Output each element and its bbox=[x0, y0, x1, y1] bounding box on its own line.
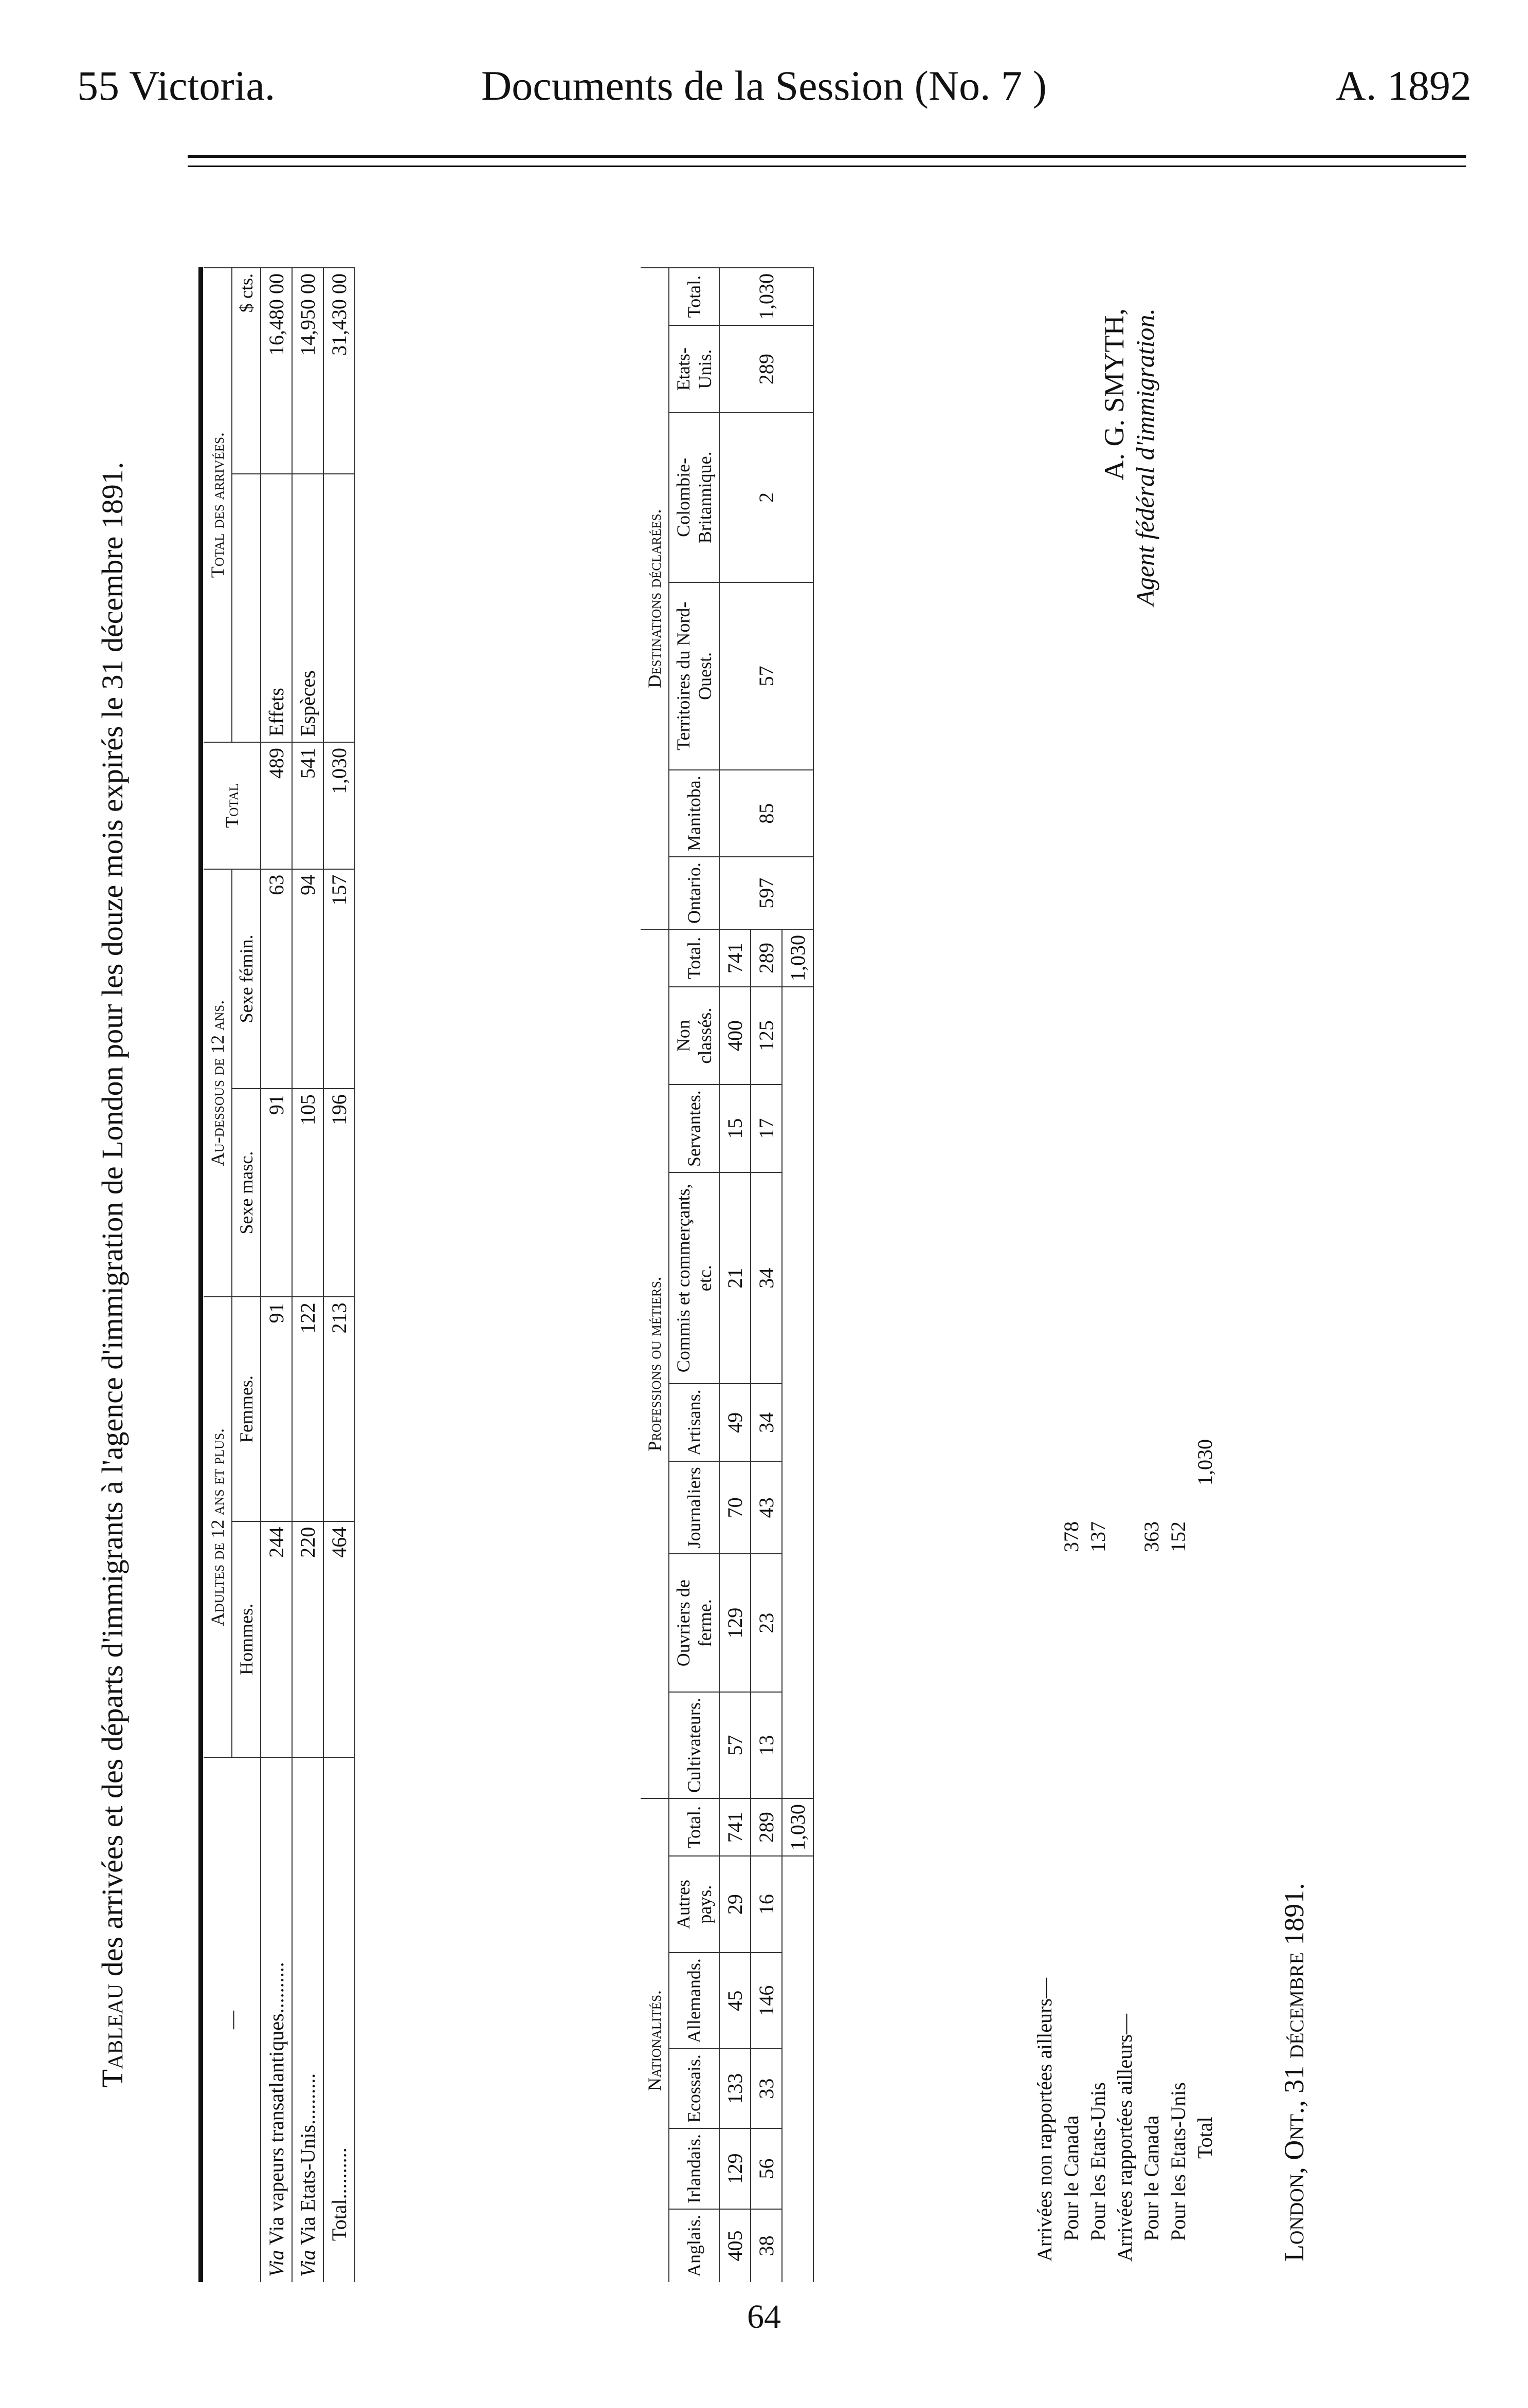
header-sexe-masc: Sexe masc. bbox=[232, 1089, 261, 1297]
header-total: Total bbox=[204, 742, 261, 869]
summary-value: 378 bbox=[1060, 1521, 1083, 1552]
summary-heading: Arrivées non rapportées ailleurs— bbox=[1033, 1977, 1056, 2262]
col-header: Anglais. bbox=[669, 2209, 719, 2282]
header-sexe-femin: Sexe fémin. bbox=[232, 869, 261, 1089]
cell: 541 bbox=[292, 742, 323, 869]
cell: 15 bbox=[719, 1084, 751, 1172]
col-header: Territoires du Nord-Ouest. bbox=[669, 582, 719, 770]
header-title: Documents de la Session (No. 7 ) bbox=[481, 62, 1047, 109]
cell: 45 bbox=[719, 1953, 751, 2049]
cell: 38 bbox=[751, 2209, 782, 2282]
table-row: Via Via Etats-Unis.......... 220 122 105 94 541 Espèces 14,950 00 bbox=[292, 268, 323, 2282]
header-session: 55 Victoria. bbox=[77, 62, 276, 109]
cell: 34 bbox=[751, 1172, 782, 1384]
cell: 146 bbox=[751, 1953, 782, 2049]
column-headers bbox=[669, 268, 719, 2282]
cell: 1,030 bbox=[323, 742, 355, 869]
cell: 133 bbox=[719, 2049, 751, 2128]
cell: 57 bbox=[719, 582, 813, 770]
header-professions: Professions ou métiers. bbox=[641, 929, 669, 1798]
cell: 105 bbox=[292, 1089, 323, 1297]
cell: Effets bbox=[261, 474, 292, 742]
summary-label: Pour le Canada bbox=[1060, 2115, 1083, 2241]
cell: 70 bbox=[719, 1461, 751, 1554]
breakdown-table bbox=[641, 267, 814, 2282]
col-header: Total. bbox=[669, 268, 719, 325]
cell: 129 bbox=[719, 2128, 751, 2209]
cell: 23 bbox=[751, 1554, 782, 1692]
cell: 13 bbox=[751, 1692, 782, 1798]
cell: 29 bbox=[719, 1856, 751, 1953]
row-label: Via vapeurs transatlantiques bbox=[265, 2013, 288, 2246]
cell: 2 bbox=[719, 413, 813, 582]
cell: 16 bbox=[751, 1856, 782, 1953]
col-header: Colombie-Britannique. bbox=[669, 413, 719, 582]
cell: 129 bbox=[719, 1554, 751, 1692]
table-border bbox=[198, 267, 203, 2282]
col-header: Commis et commerçants, etc. bbox=[669, 1172, 719, 1384]
cell: 289 bbox=[751, 929, 782, 987]
cell: 63 bbox=[261, 869, 292, 1089]
cell: 196 bbox=[323, 1089, 355, 1297]
header-hommes: Hommes. bbox=[232, 1521, 261, 1757]
header-dollars: $ cts. bbox=[232, 268, 261, 474]
cell: 157 bbox=[323, 869, 355, 1089]
summary-value: 152 bbox=[1167, 1521, 1190, 1552]
col-header: Etats-Unis. bbox=[669, 325, 719, 413]
header-adultes: Adultes de 12 ans et plus. bbox=[204, 1297, 232, 1757]
summary-block bbox=[1031, 1439, 1218, 2262]
cell: 14,950 00 bbox=[292, 268, 323, 474]
cell: 289 bbox=[751, 1798, 782, 1856]
cell: 122 bbox=[292, 1297, 323, 1521]
table-row bbox=[719, 268, 751, 2282]
cell: 49 bbox=[719, 1384, 751, 1461]
header-rule-thin bbox=[188, 166, 1466, 167]
col-header: Non classés. bbox=[669, 987, 719, 1084]
cell: 34 bbox=[751, 1384, 782, 1461]
header-year: A. 1892 bbox=[1335, 62, 1471, 109]
cell: 489 bbox=[261, 742, 292, 869]
cell: 91 bbox=[261, 1297, 292, 1521]
summary-heading: Arrivées rapportées ailleurs— bbox=[1113, 2013, 1136, 2262]
col-header: Autres pays. bbox=[669, 1856, 719, 1953]
summary-value: 1,030 bbox=[1193, 1439, 1216, 1485]
cell: 400 bbox=[719, 987, 751, 1084]
col-header: Total. bbox=[669, 1798, 719, 1856]
col-header: Ecossais. bbox=[669, 2049, 719, 2128]
col-header: Ontario. bbox=[669, 857, 719, 929]
cell: 17 bbox=[751, 1084, 782, 1172]
cell: 1,030 bbox=[782, 1798, 813, 1856]
cell: 85 bbox=[719, 770, 813, 857]
table-row: Via Via vapeurs transatlantiques.......... 244 91 91 63 489 Effets 16,480 00 bbox=[261, 268, 292, 2282]
table-title: Tableau des arrivées et des départs d'immigrants à l'agence d'immigration de London pour les douze mois expirés le 31 décembre 1891. bbox=[96, 462, 129, 2088]
page-number: 64 bbox=[747, 2298, 781, 2336]
cell: 1,030 bbox=[782, 929, 813, 987]
place-date: London, Ont., 31 décembre 1891. bbox=[1279, 1883, 1309, 2262]
cell: Espèces bbox=[292, 474, 323, 742]
cell: 56 bbox=[751, 2128, 782, 2209]
cell: 289 bbox=[719, 325, 813, 413]
arrivals-table bbox=[204, 267, 355, 2282]
col-header: Ouvriers de ferme. bbox=[669, 1554, 719, 1692]
cell: 405 bbox=[719, 2209, 751, 2282]
cell: 57 bbox=[719, 1692, 751, 1798]
summary-label: Pour le Canada bbox=[1140, 2115, 1163, 2241]
cell: 597 bbox=[719, 857, 813, 929]
summary-label: Pour les Etats-Unis bbox=[1086, 2082, 1109, 2241]
summary-value: 363 bbox=[1140, 1521, 1163, 1552]
header-destinations: Destinations déclarées. bbox=[641, 268, 669, 929]
col-header: Irlandais. bbox=[669, 2128, 719, 2209]
cell: 244 bbox=[261, 1521, 292, 1757]
header-moins-12: Au-dessous de 12 ans. bbox=[204, 869, 232, 1297]
col-header: Total. bbox=[669, 929, 719, 987]
col-header: Journaliers bbox=[669, 1461, 719, 1554]
cell: 213 bbox=[323, 1297, 355, 1521]
cell: 21 bbox=[719, 1172, 751, 1384]
cell: 741 bbox=[719, 929, 751, 987]
cell: 16,480 00 bbox=[261, 268, 292, 474]
cell: 464 bbox=[323, 1521, 355, 1757]
header-femmes: Femmes. bbox=[232, 1297, 261, 1521]
header-rule bbox=[188, 155, 1466, 158]
cell: 33 bbox=[751, 2049, 782, 2128]
signature-role: Agent fédéral d'immigration. bbox=[1131, 308, 1159, 606]
col-header: Allemands. bbox=[669, 1953, 719, 2049]
header-arrivees: Total des arrivées. bbox=[204, 268, 232, 742]
total-row: Total.......... 464 213 196 157 1,030 31,430 00 bbox=[323, 268, 355, 2282]
col-header: Cultivateurs. bbox=[669, 1692, 719, 1798]
cell: 741 bbox=[719, 1798, 751, 1856]
cell: 31,430 00 bbox=[323, 268, 355, 474]
cell: 125 bbox=[751, 987, 782, 1084]
summary-label: Total bbox=[1193, 2117, 1216, 2159]
signature bbox=[1098, 308, 1160, 606]
col-header: Artisans. bbox=[669, 1384, 719, 1461]
col-header: Servantes. bbox=[669, 1084, 719, 1172]
signature-name: A. G. SMYTH, bbox=[1099, 308, 1130, 481]
summary-label: Pour les Etats-Unis bbox=[1167, 2082, 1190, 2241]
cell: 1,030 bbox=[719, 268, 813, 325]
cell: 220 bbox=[292, 1521, 323, 1757]
blank-header: — bbox=[204, 1757, 261, 2282]
summary-value: 137 bbox=[1086, 1521, 1109, 1552]
header-nationalites: Nationalités. bbox=[641, 1798, 669, 2282]
row-label: Total bbox=[328, 2199, 351, 2241]
col-header: Manitoba. bbox=[669, 770, 719, 857]
header-blank bbox=[232, 474, 261, 742]
cell: 94 bbox=[292, 869, 323, 1089]
rotated-table-page bbox=[96, 247, 1432, 2303]
cell: 91 bbox=[261, 1089, 292, 1297]
cell: 43 bbox=[751, 1461, 782, 1554]
row-label: Via Etats-Unis bbox=[296, 2124, 319, 2246]
